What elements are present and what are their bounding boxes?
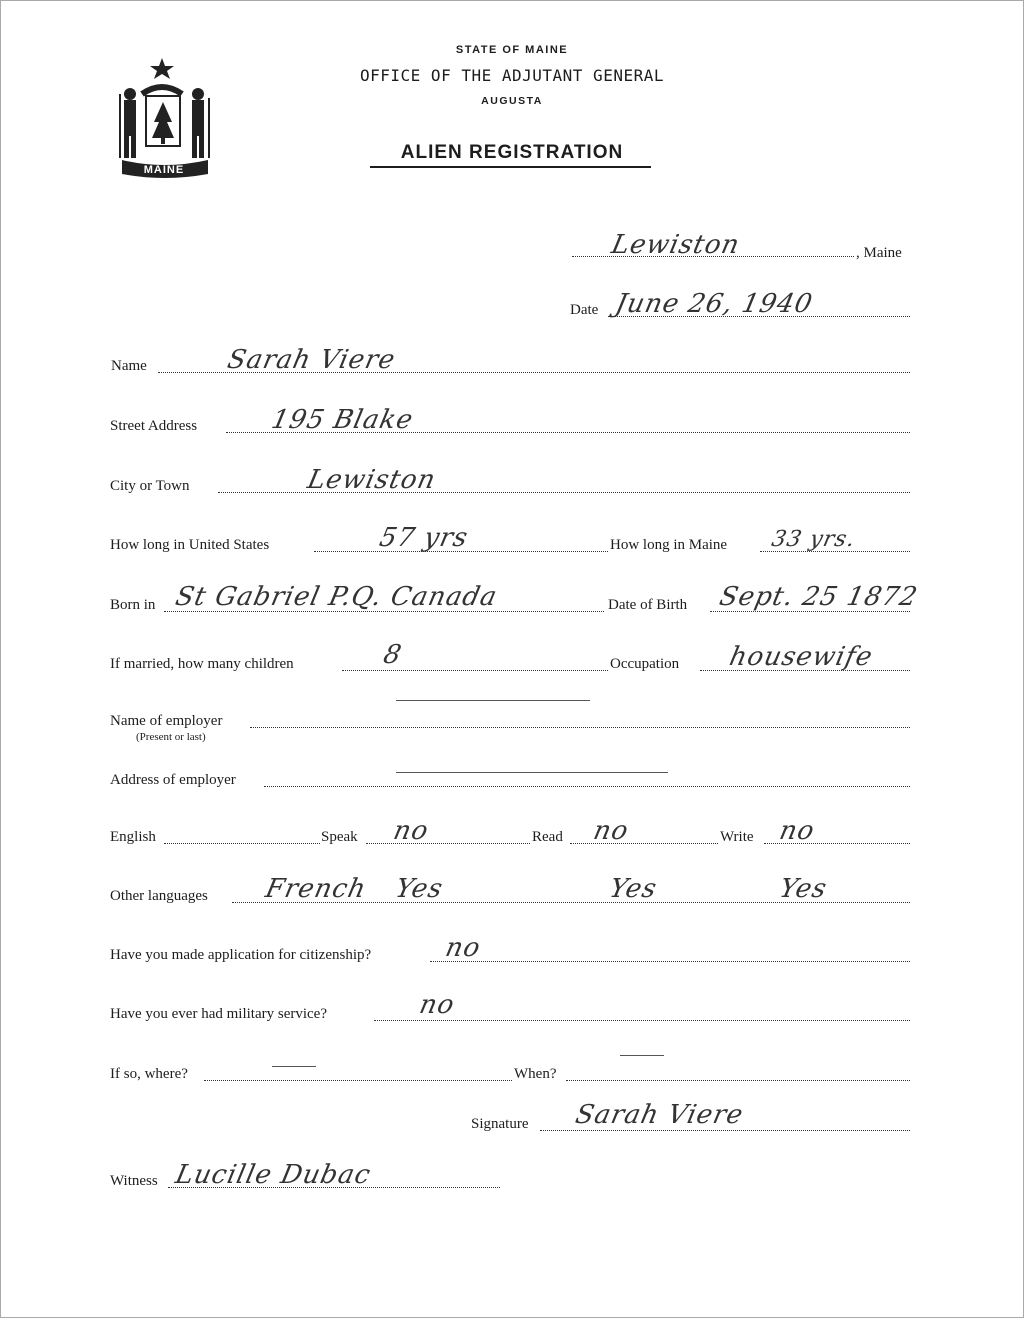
occupation-label: Occupation: [610, 656, 680, 672]
blank-dash: [396, 772, 668, 773]
married-children-label: If married, how many children: [110, 656, 294, 672]
blank-dash: [620, 1055, 664, 1056]
born-in-entry: St Gabriel P.Q. Canada: [172, 582, 501, 612]
military-service-label: Have you ever had military service?: [110, 1006, 327, 1022]
english-label: English: [110, 829, 156, 845]
city-or-town-label: City or Town: [110, 478, 190, 494]
address-of-employer-label: Address of employer: [110, 772, 236, 788]
how-long-maine-label: How long in Maine: [610, 537, 728, 553]
name-of-employer-line: [250, 727, 910, 728]
signature-line: [540, 1130, 910, 1131]
seal-label: MAINE: [143, 164, 185, 176]
date-label: Date: [570, 302, 599, 318]
other-read-entry: Yes: [606, 874, 660, 904]
how-long-maine-entry: 33 yrs.: [769, 527, 858, 552]
english-read-entry: no: [590, 816, 632, 846]
street-address-label: Street Address: [110, 418, 198, 434]
street-address-entry: 195 Blake: [268, 405, 417, 435]
title-underline: [370, 166, 651, 168]
english-write-entry: no: [776, 816, 818, 846]
other-write-entry: Yes: [776, 874, 830, 904]
office-heading: OFFICE OF THE ADJUTANT GENERAL: [360, 66, 664, 85]
occupation-entry: housewife: [726, 642, 876, 672]
how-long-us-label: How long in United States: [110, 537, 270, 553]
date-of-birth-entry: Sept. 25 1872: [716, 582, 921, 612]
if-so-where-line: [204, 1080, 512, 1081]
date-of-birth-label: Date of Birth: [608, 597, 688, 613]
form-title: ALIEN REGISTRATION: [400, 142, 624, 163]
name-label: Name: [111, 358, 147, 374]
speak-label: Speak: [321, 829, 358, 845]
blank-dash: [396, 700, 590, 701]
born-in-label: Born in: [110, 597, 156, 613]
children-entry: 8: [380, 640, 405, 670]
other-languages-label: Other languages: [110, 888, 208, 904]
city-or-town-entry: Lewiston: [304, 465, 439, 495]
town-entry: Lewiston: [608, 230, 743, 260]
when-label: When?: [514, 1066, 557, 1082]
military-entry: no: [416, 990, 458, 1020]
read-label: Read: [532, 829, 563, 845]
english-speak-entry: no: [390, 816, 432, 846]
military-service-line: [374, 1020, 910, 1021]
how-long-us-entry: 57 yrs: [376, 523, 472, 553]
if-so-where-label: If so, where?: [110, 1066, 188, 1082]
address-of-employer-line: [264, 786, 910, 787]
blank-dash: [272, 1066, 316, 1067]
date-entry: June 26, 1940: [612, 289, 816, 319]
present-or-last-note: (Present or last): [136, 731, 206, 743]
english-line: [164, 843, 320, 844]
write-label: Write: [720, 829, 754, 845]
married-children-line: [342, 670, 608, 671]
witness-label: Witness: [110, 1173, 158, 1189]
citizenship-line: [430, 961, 910, 962]
town-suffix-label: , Maine: [856, 245, 902, 261]
citizenship-entry: no: [442, 933, 484, 963]
other-language-entry: French: [262, 874, 370, 904]
signature-entry: Sarah Viere: [572, 1100, 747, 1130]
citizenship-label: Have you made application for citizenship?: [110, 947, 372, 963]
name-of-employer-label: Name of employer: [110, 713, 223, 729]
signature-label: Signature: [471, 1116, 529, 1132]
state-heading: STATE OF MAINE: [455, 44, 569, 56]
city-heading: AUGUSTA: [481, 95, 543, 107]
other-speak-entry: Yes: [392, 874, 446, 904]
name-entry: Sarah Viere: [224, 345, 399, 375]
when-line: [566, 1080, 910, 1081]
witness-entry: Lucille Dubac: [172, 1160, 374, 1190]
